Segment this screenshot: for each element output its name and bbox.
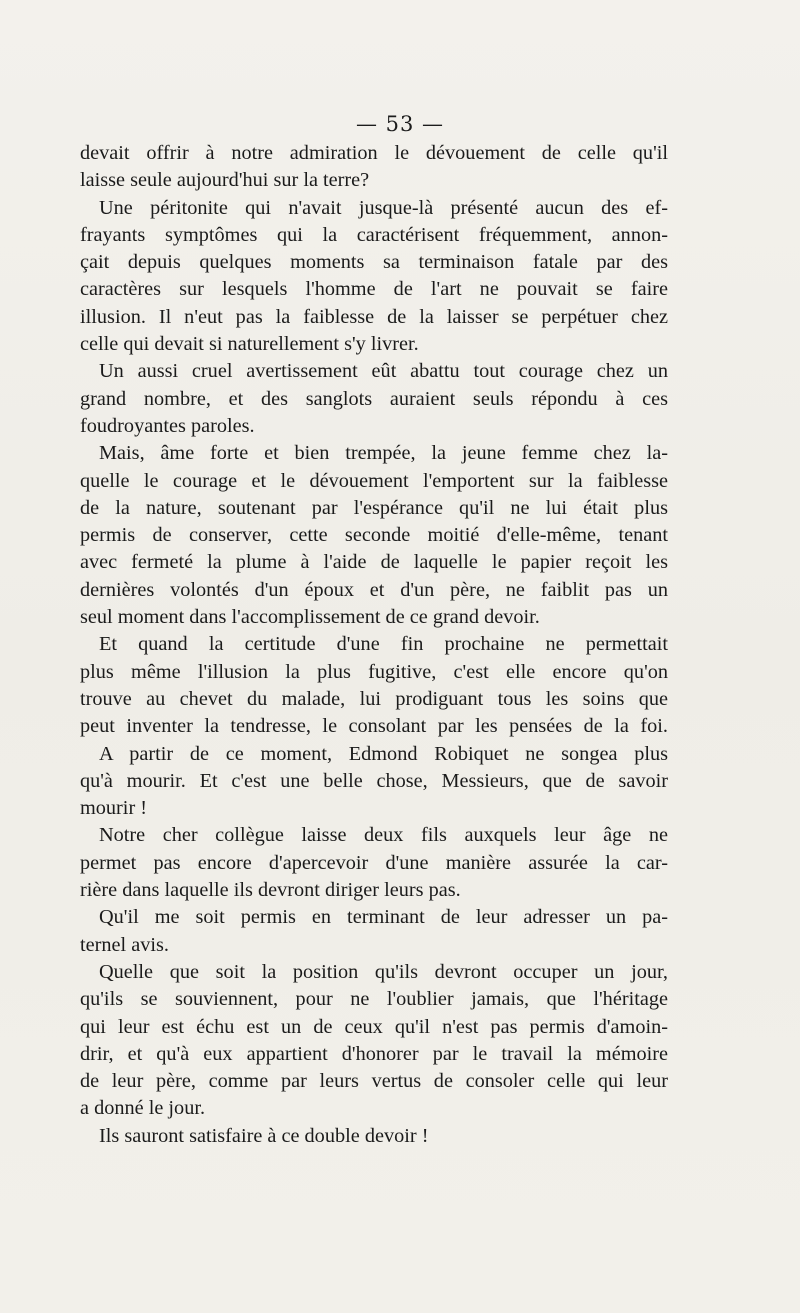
text-line: Et quand la certitude d'une fin prochaine ne permettait bbox=[99, 633, 668, 656]
text-line: qu'ils se souviennent, pour ne l'oublier jamais, que l'héritage bbox=[80, 988, 668, 1011]
text-line: Une péritonite qui n'avait jusque-là présenté aucun des ef- bbox=[99, 196, 668, 219]
text-line: plus même l'illusion la plus fugitive, c'est elle encore qu'on bbox=[80, 660, 668, 683]
page-number: — 53 — bbox=[355, 112, 445, 136]
body-text bbox=[80, 140, 668, 1150]
text-line: Un aussi cruel avertissement eût abattu tout courage chez un bbox=[99, 360, 668, 383]
text-line: rière dans laquelle ils devront diriger leurs pas. bbox=[80, 879, 461, 902]
text-line: laisse seule aujourd'hui sur la terre? bbox=[80, 169, 370, 192]
text-line: Qu'il me soit permis en terminant de leur adresser un pa- bbox=[99, 906, 668, 929]
text-line: çait depuis quelques moments sa terminaison fatale par des bbox=[80, 251, 668, 274]
text-line: illusion. Il n'eut pas la faiblesse de la laisser se perpétuer chez bbox=[80, 305, 668, 328]
text-line: grand nombre, et des sanglots auraient seuls répondu à ces bbox=[80, 387, 668, 410]
text-line: seul moment dans l'accomplissement de ce grand devoir. bbox=[80, 606, 540, 629]
text-line: mourir ! bbox=[80, 797, 148, 820]
text-line: foudroyantes paroles. bbox=[80, 414, 255, 437]
text-line: celle qui devait si naturellement s'y livrer. bbox=[80, 333, 419, 356]
text-line: qu'à mourir. Et c'est une belle chose, Messieurs, que de savoir bbox=[80, 769, 668, 792]
text-line: de la nature, soutenant par l'espérance qu'il ne lui était plus bbox=[80, 496, 668, 519]
text-line: permis de conserver, cette seconde moitié d'elle-même, tenant bbox=[80, 524, 668, 547]
text-line: Quelle que soit la position qu'ils devront occuper un jour, bbox=[99, 960, 668, 983]
text-line: Mais, âme forte et bien trempée, la jeune femme chez la- bbox=[99, 442, 668, 465]
text-line: qui leur est échu est un de ceux qu'il n'est pas permis d'amoin- bbox=[80, 1015, 668, 1038]
text-line: avec fermeté la plume à l'aide de laquelle le papier reçoit les bbox=[80, 551, 668, 574]
text-line: trouve au chevet du malade, lui prodiguant tous les soins que bbox=[80, 687, 668, 710]
text-line: de leur père, comme par leurs vertus de consoler celle qui leur bbox=[80, 1070, 668, 1093]
text-line: dernières volontés d'un époux et d'un père, ne faiblit pas un bbox=[80, 578, 668, 601]
text-line: ternel avis. bbox=[80, 933, 169, 956]
text-line: drir, et qu'à eux appartient d'honorer par le travail la mémoire bbox=[80, 1042, 668, 1065]
text-line: a donné le jour. bbox=[80, 1097, 206, 1120]
text-line: frayants symptômes qui la caractérisent fréquemment, annon- bbox=[80, 223, 668, 246]
text-line: Ils sauront satisfaire à ce double devoir ! bbox=[99, 1124, 429, 1147]
text-line: quelle le courage et le dévouement l'emportent sur la faiblesse bbox=[80, 469, 668, 492]
text-line: A partir de ce moment, Edmond Robiquet ne songea plus bbox=[99, 742, 668, 765]
text-line: caractères sur lesquels l'homme de l'art ne pouvait se faire bbox=[80, 278, 668, 301]
text-line: Notre cher collègue laisse deux fils auxquels leur âge ne bbox=[99, 824, 668, 847]
text-line: peut inventer la tendresse, le consolant par les pensées de la foi. bbox=[80, 715, 668, 738]
text-line: devait offrir à notre admiration le dévouement de celle qu'il bbox=[80, 142, 668, 164]
text-line: permet pas encore d'apercevoir d'une manière assurée la car- bbox=[80, 851, 668, 874]
